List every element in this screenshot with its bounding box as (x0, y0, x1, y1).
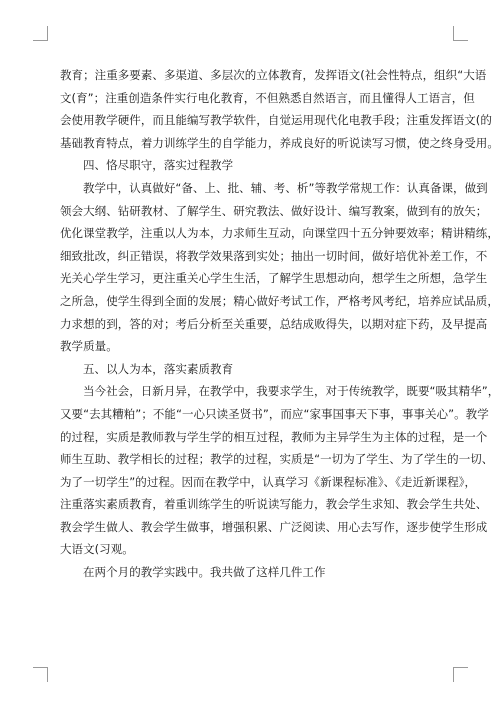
paragraph-line: 教学质量。 (60, 339, 118, 354)
crop-mark-bottom-right (453, 667, 468, 682)
paragraph-line: 的过程，实质是教师教与学生学的相互过程，教师为主异学生为主体的过程，是一个 (60, 429, 488, 444)
crop-mark-top-left (33, 26, 48, 41)
paragraph-line: 光关心学生学习，更注重关心学生生活，了解学生思想动向，想学生之所想，急学生 (60, 271, 488, 286)
paragraph-line: 优化课堂教学，注重以人为本，力求师生互动，向课堂四十五分钟要效率；精讲精练， (60, 226, 499, 241)
paragraph-line: 教育；注重多要素、多渠道、多层次的立体教育，发挥语文(社会性特点，组织“大语 (60, 68, 487, 82)
crop-mark-bottom-left (33, 667, 48, 682)
document-body (60, 64, 500, 584)
paragraph-line: 为了一切学生”的过程。因而在教学中，认真学习《新课程标准》、《走近新课程》， (60, 474, 477, 489)
paragraph-line: 文(育”；注重创造条件实行电化教育，不但熟悉自然语言，而且懂得人工语言，但 (60, 90, 475, 105)
paragraph-line: 会使用教学硬件，而且能编写教学软件，自觉运用现代化电教手段；注重发挥语文(的 (60, 113, 492, 128)
crop-mark-top-right (453, 26, 468, 41)
paragraph-line: 又要“去其糟粕”；不能“一心只读圣贤书”，而应“家事国事天下事，事事关心”。教学 (60, 406, 489, 421)
section-heading: 五、以人为本，落实素质教育 (83, 361, 234, 376)
paragraph-line: 师生互助、教学相长的过程；教学的过程，实质是“一切为了学生、为了学生的一切、 (60, 452, 494, 467)
paragraph-line: 领会大纲、钻研教材、了解学生、研究教法、做好设计、编写教案，做到有的放矢； (60, 203, 488, 218)
paragraph-line: 当今社会，日新月异，在教学中，我要求学生，对于传统教学，既要“吸其精华”， (83, 384, 500, 399)
paragraph-line: 注重落实素质教育，着重训练学生的听说读写能力，教会学生求知、教会学生共处、 (60, 497, 488, 512)
paragraph-line: 力求想的到，答的对；考后分析至关重要，总结成败得失，以期对症下药，及早提高 (60, 316, 488, 331)
paragraph-line: 教会学生做人、教会学生做事，增强积累、广泛阅读、用心去写作，逐步使学生形成 (60, 519, 488, 534)
section-heading: 四、恪尽职守，落实过程教学 (83, 158, 234, 173)
paragraph-line: 细致批改，纠正错误，将教学效果落到实处；抽出一切时间，做好培优补差工作，不 (60, 248, 488, 263)
paragraph-line: 基础教育特点，着力训练学生的自学能力，养成良好的听说读写习惯，使之终身受用。 (60, 135, 499, 150)
paragraph-line: 在两个月的教学实践中。我共做了这样几件工作 (83, 565, 326, 580)
paragraph-line: 教学中，认真做好“备、上、批、辅、考、析”等教学常规工作：认真备课，做到 (83, 180, 488, 195)
paragraph-line: 之所急，使学生得到全面的发展；精心做好考试工作，严格考风考纪，培养应试品质， (60, 293, 499, 308)
paragraph-line: 大语文(习观。 (60, 542, 134, 557)
